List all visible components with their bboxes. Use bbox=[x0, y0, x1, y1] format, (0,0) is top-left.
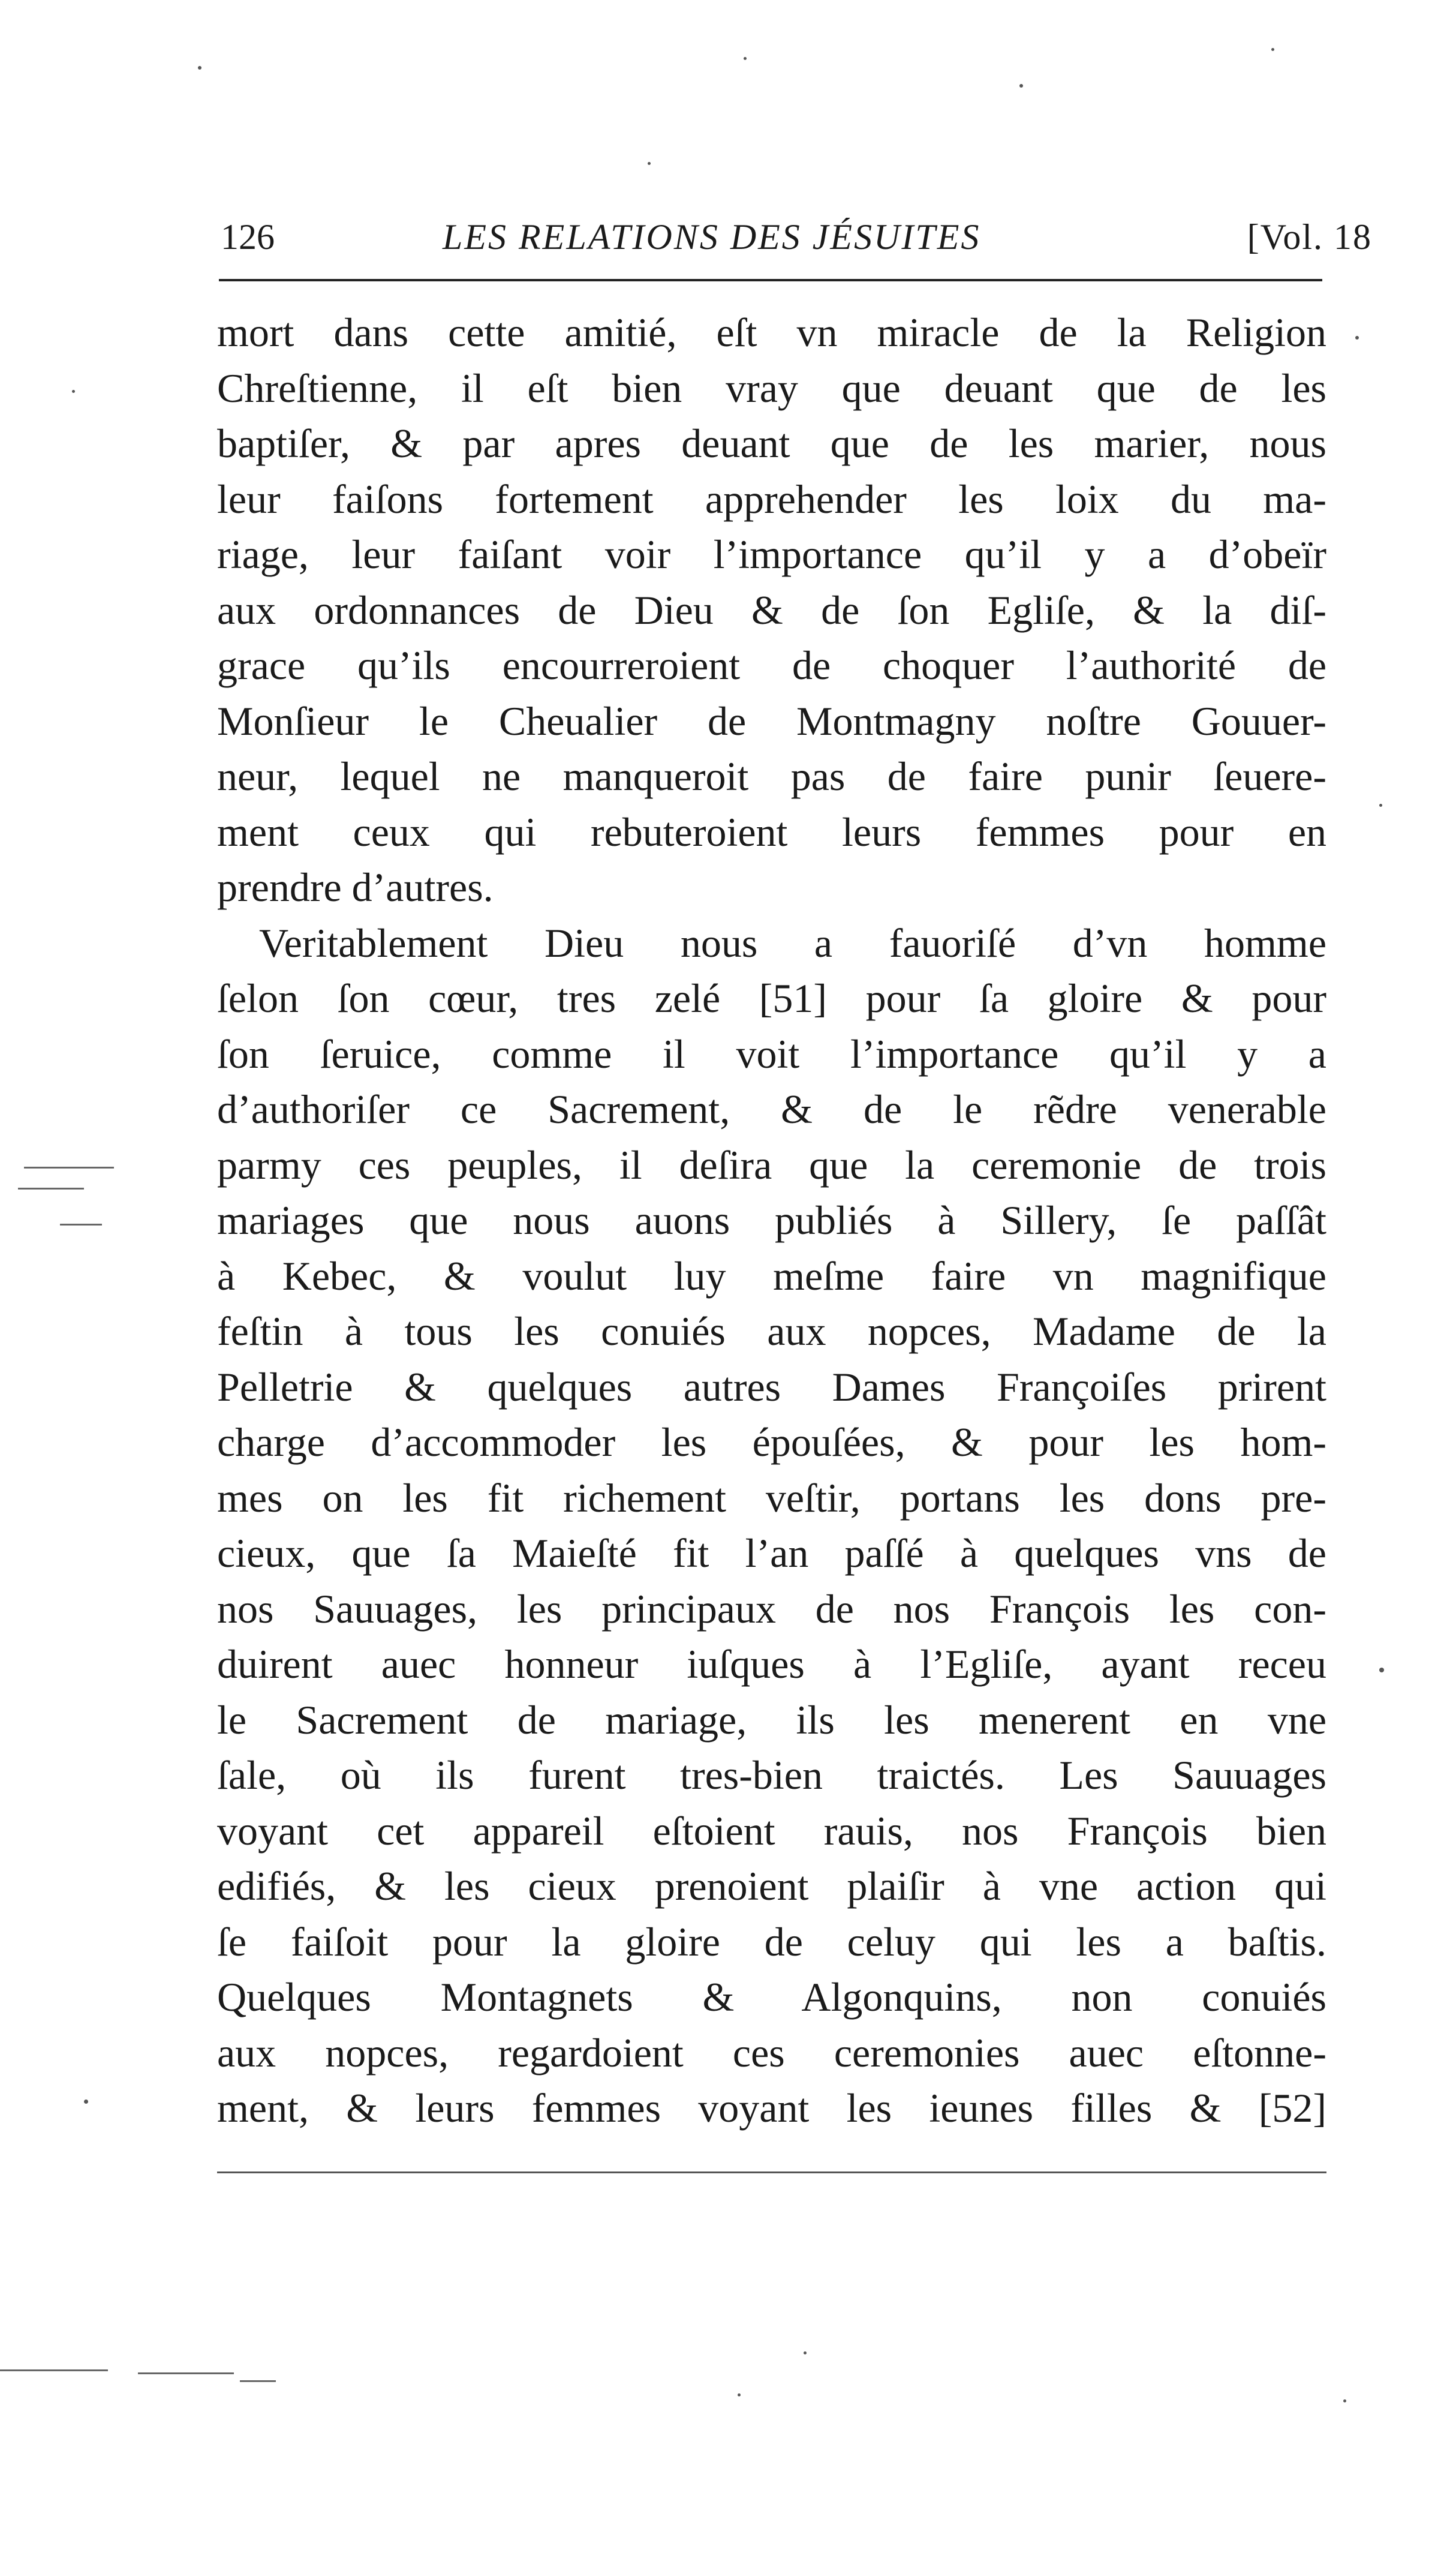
text-line: feſtin à tous les conuiés aux nopces, Madame de la bbox=[217, 1308, 1326, 1354]
scan-speck bbox=[198, 66, 201, 70]
scan-speck bbox=[1271, 48, 1274, 51]
text-line: Monſieur le Cheualier de Montmagny noſtre Gouuer- bbox=[217, 698, 1326, 744]
text-line: ſale, où ils furent tres-bien traictés. Les Sauuages bbox=[217, 1752, 1326, 1798]
text-line: leur faiſons fortement apprehender les loix du ma- bbox=[217, 476, 1326, 522]
scan-mark bbox=[24, 1167, 114, 1169]
scan-mark bbox=[240, 2380, 276, 2382]
text-line: baptiſer, & par apres deuant que de les marier, nous bbox=[217, 421, 1326, 466]
text-line: voyant cet appareil eſtoient rauis, nos François bien bbox=[217, 1807, 1326, 1854]
scan-mark bbox=[0, 2369, 108, 2371]
running-title: LES RELATIONS DES JÉSUITES bbox=[443, 217, 981, 257]
text-line: ment ceux qui rebuteroient leurs femmes pour en bbox=[217, 809, 1326, 855]
volume-label: [Vol. 18 bbox=[1247, 217, 1372, 257]
text-line: aux nopces, regardoient ces ceremonies auec eſtonne- bbox=[217, 2029, 1326, 2076]
scan-speck bbox=[1343, 2399, 1346, 2402]
text-line: d’authoriſer ce Sacrement, & de le rẽdre venerable bbox=[217, 1086, 1326, 1132]
scan-speck bbox=[1355, 336, 1359, 340]
paragraph-start-line: Veritablement Dieu nous a fauoriſé d’vn homme bbox=[259, 920, 1326, 966]
scan-mark bbox=[18, 1188, 84, 1190]
text-line: ment, & leurs femmes voyant les ieunes filles & [52] bbox=[217, 2085, 1326, 2131]
page-number: 126 bbox=[221, 217, 275, 257]
scan-speck bbox=[1379, 1668, 1384, 1672]
text-line: duirent auec honneur iuſques à l’Egliſe, ayant receu bbox=[217, 1641, 1326, 1687]
text-line: parmy ces peuples, il deſira que la ceremonie de trois bbox=[217, 1142, 1326, 1188]
scan-speck bbox=[804, 2351, 807, 2354]
text-line: grace qu’ils encourreroient de choquer l’authorité de bbox=[217, 642, 1326, 688]
bottom-rule bbox=[217, 2171, 1326, 2173]
text-line: charge d’accommoder les épouſées, & pour les hom- bbox=[217, 1419, 1326, 1465]
text-line: mort dans cette amitié, eſt vn miracle de la Religion bbox=[217, 310, 1326, 355]
text-line: mariages que nous auons publiés à Sillery, ſe paſſât bbox=[217, 1197, 1326, 1243]
scan-mark bbox=[138, 2372, 234, 2374]
text-line: neur, lequel ne manqueroit pas de faire punir ſeuere- bbox=[217, 753, 1326, 799]
body-text bbox=[217, 305, 1326, 2136]
scan-speck bbox=[84, 2100, 88, 2104]
text-line: Pelletrie & quelques autres Dames Françoiſes prirent bbox=[217, 1363, 1326, 1410]
scan-speck bbox=[738, 2393, 741, 2396]
page-header bbox=[221, 210, 1372, 264]
scan-speck bbox=[744, 57, 747, 60]
text-line: le Sacrement de mariage, ils les menerent en vne bbox=[217, 1696, 1326, 1743]
text-line: ſelon ſon cœur, tres zelé [51] pour ſa gloire & pour bbox=[217, 975, 1326, 1021]
scan-speck bbox=[72, 390, 75, 393]
text-line: ſon ſeruice, comme il voit l’importance qu’il y a bbox=[217, 1031, 1326, 1077]
scan-speck bbox=[1379, 804, 1382, 807]
scan-speck bbox=[648, 162, 651, 165]
text-line: cieux, que ſa Maieſté fit l’an paſſé à quelques vns de bbox=[217, 1530, 1326, 1576]
header-rule bbox=[219, 279, 1322, 281]
text-line: mes on les fit richement veſtir, portans les dons pre- bbox=[217, 1474, 1326, 1521]
scan-speck bbox=[1019, 84, 1023, 88]
text-line: riage, leur faiſant voir l’importance qu’il y a d’obeïr bbox=[217, 531, 1326, 577]
text-line: ſe faiſoit pour la gloire de celuy qui les a baſtis. bbox=[217, 1918, 1326, 1965]
text-line: à Kebec, & voulut luy meſme faire vn magnifique bbox=[217, 1253, 1326, 1299]
text-line: aux ordonnances de Dieu & de ſon Egliſe, & la diſ- bbox=[217, 587, 1326, 633]
scan-mark bbox=[60, 1224, 102, 1226]
text-line: Quelques Montagnets & Algonquins, non conuiés bbox=[217, 1974, 1326, 2020]
text-line: edifiés, & les cieux prenoient plaiſir à vne action qui bbox=[217, 1863, 1326, 1909]
paragraph-end-line: prendre d’autres. bbox=[217, 864, 494, 910]
text-line: Chreſtienne, il eſt bien vray que deuant que de les bbox=[217, 365, 1326, 411]
text-line: nos Sauuages, les principaux de nos François les con- bbox=[217, 1585, 1326, 1632]
